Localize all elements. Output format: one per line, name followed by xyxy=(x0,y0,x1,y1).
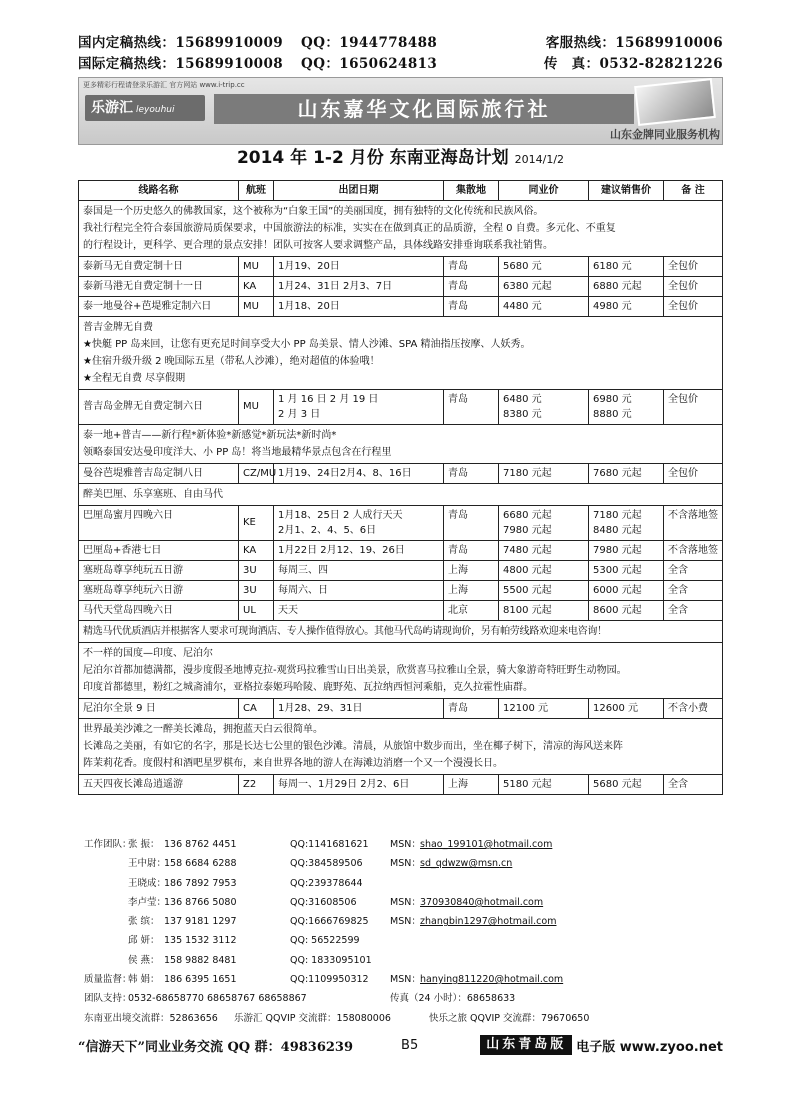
quality-supervisor: 质量监督： 韩 娟： 186 6395 1651 QQ:1109950312 MSN： hanying811220@hotmail.com xyxy=(84,974,564,986)
domestic-hotline: 国内定稿热线：15689910009 QQ：1944778488 xyxy=(78,35,438,51)
footer-site: 电子版 www.zyoo.net xyxy=(576,1039,723,1055)
bangkok-intro: 泰一地+普吉——新行程*新体验*新感觉*新玩法*新时尚* 领略泰国安达曼印度洋大、小 PP 岛！将当地最精华景点包含在行程里 xyxy=(79,425,722,464)
list-item: 李卢莹： 136 8766 5080 QQ:31608506 MSN： 370930840@hotmail.com xyxy=(128,896,544,908)
thailand-intro: 泰国是一个历史悠久的佛教国家，这个被称为“白象王国”的美丽国度，拥有独特的文化传统和民族风俗。 我社行程完全符合泰国旅游局质保要求，中国旅游法的标准，实实在在做到真正的品质游，全程 0 自费。多元化、不重复 的行程设计，更科学、更合理的景点安排！团队可按客人要求调整产品，具体线路安排垂询联系我社销售。 xyxy=(79,201,722,257)
table-row: 尼泊尔全景 9 日 CA 1月28、29、31日 青岛 12100 元 12600 元 不含小费 xyxy=(79,699,722,719)
table-row: 泰新马无自费定制十日 MU 1月19、20日 青岛 5680 元 6180 元 全包价 xyxy=(79,257,722,277)
table-row: 巴厘岛蜜月四晚六日 KE 1月18、25日 2 人成行天天 2月1、2、4、5、6日 青岛 6680 元起 7980 元起 7180 元起 8480 元起 不含落地签 xyxy=(79,506,722,541)
boracay-intro: 世界最美沙滩之一醉美长滩岛，拥抱蓝天白云很简单。 长滩岛之美丽，有如它的名字，那是长达七公里的银色沙滩。清晨，从旅馆中数步而出，坐在椰子树下，清凉的海风送来阵 阵茉莉花香。度假村和酒吧星罗棋布，来自世界各地的游人在海滩边消磨一个又一个漫漫长日。 xyxy=(79,719,722,775)
list-item: 王晓成： 186 7892 7953 QQ:239378644 xyxy=(128,877,363,889)
table-row: 曼谷芭堤雅普吉岛定制八日 CZ/MU 1月19、24日2月4、8、16日 青岛 7180 元起 7680 元起 全包价 xyxy=(79,464,722,484)
list-item: 王中尉： 158 6684 6288 QQ:384589506 MSN： sd_qdwzw@msn.cn xyxy=(128,858,513,870)
paper-edition-badge: 山东青岛版 xyxy=(480,1035,572,1055)
service-hotline: 客服热线：15689910006 xyxy=(545,35,723,51)
page-number: B5 xyxy=(401,1037,419,1053)
intl-hotline: 国际定稿热线：15689910008 QQ：1650624813 xyxy=(78,56,438,72)
table-row: 泰新马港无自费定制十一日 KA 1月24、31日 2月3、7日 青岛 6380 元起 6880 元起 全包价 xyxy=(79,277,722,297)
itinerary-table xyxy=(78,180,723,795)
phuket-intro: 普吉金牌无自费 ★快艇 PP 岛来回，让您有更充足时间享受大小 PP 岛美景、情人沙滩、SPA 精油指压按摩、人妖秀。 ★住宿升级升级 2 晚国际五星（带私人沙滩），绝对超值的体验哦！ ★全程无自费 尽享假期 xyxy=(79,317,722,390)
banner-topline: 更多精彩行程请登录乐游汇 官方网站 www.i-trip.cc xyxy=(83,81,245,89)
beach-photo-icon xyxy=(634,78,716,126)
table-row: 塞班岛尊享纯玩五日游 3U 每周三、四 上海 4800 元起 5300 元起 全含 xyxy=(79,561,722,581)
exchange-groups: 东南亚出境交流群：52863656 乐游汇 QQVIP 交流群：158080006 快乐之旅 QQVIP 交流群：79670650 xyxy=(84,1012,590,1024)
table-header: 线路名称 航班 出团日期 集散地 同业价 建议销售价 备 注 xyxy=(79,181,722,201)
page-title: 2014 年 1-2 月份 东南亚海岛计划 2014/1/2 xyxy=(236,148,565,168)
list-item: 张 缤： 137 9181 1297 QQ:1666769825 MSN： zhangbin1297@hotmail.com xyxy=(128,916,557,928)
contact-list xyxy=(84,835,724,1028)
table-row: 马代天堂岛四晚六日 UL 天天 北京 8100 元起 8600 元起 全含 xyxy=(79,601,722,621)
table-row: 巴厘岛+香港七日 KA 1月22日 2月12、19、26日 青岛 7480 元起 7980 元起 不含落地签 xyxy=(79,541,722,561)
footer-exchange: “信游天下”同业业务交流 QQ 群：49836239 xyxy=(78,1039,354,1055)
leyouhui-logo: 乐游汇 leyouhui xyxy=(85,95,205,121)
title-date: 2014/1/2 xyxy=(514,153,565,166)
nepal-intro: 不一样的国度—印度、尼泊尔 尼泊尔首都加德满都，漫步度假圣地博克拉-观赏玛拉雅雪山日出美景，欣赏喜马拉雅山全景，骑大象游奇特旺野生动物园。 印度首都德里，粉红之城斋浦尔，亚格拉泰姬玛哈陵、鹿野苑、瓦拉纳西恒河乘船，克久拉霍性庙群。 xyxy=(79,643,722,699)
list-item: 邱 妍： 135 1532 3112 QQ: 56522599 xyxy=(128,935,360,947)
fax-line: 传 真：0532-82821226 xyxy=(543,56,723,72)
list-item: 工作团队： 张 振： 136 8762 4451 QQ:1141681621 MSN： shao_199101@hotmail.com xyxy=(84,839,553,850)
agency-name: 山东嘉华文化国际旅行社 xyxy=(214,94,634,124)
table-row: 普吉岛金牌无自费定制六日 MU 1 月 16 日 2 月 19 日 2 月 3 日 青岛 6480 元 8380 元 6980 元 8880 元 全包价 xyxy=(79,390,722,425)
list-item: 侯 燕： 158 9882 8481 QQ: 1833095101 xyxy=(128,954,372,966)
maldives-note: 精选马代优质酒店并根据客人要求可现询酒店、专人操作值得放心。其他马代岛屿请现询价，另有帕劳线路欢迎来电咨询！ xyxy=(79,621,722,643)
table-row: 五天四夜长滩岛逍遥游 Z2 每周一、1月29日 2月2、6日 上海 5180 元起 5680 元起 全含 xyxy=(79,775,722,794)
team-support: 团队支持： 0532-68658770 68658767 68658867 传真（24 小时）：68658633 xyxy=(84,993,516,1005)
agency-slogan: 山东金牌同业服务机构 xyxy=(610,128,720,141)
table-row: 塞班岛尊享纯玩六日游 3U 每周六、日 上海 5500 元起 6000 元起 全含 xyxy=(79,581,722,601)
table-row: 泰一地曼谷+芭堤雅定制六日 MU 1月18、20日 青岛 4480 元 4980 元 全包价 xyxy=(79,297,722,317)
agency-banner xyxy=(78,77,723,145)
bali-intro: 醉美巴厘、乐享塞班、自由马代 xyxy=(79,484,722,506)
page-footer xyxy=(78,1034,723,1056)
hotlines xyxy=(78,33,723,75)
